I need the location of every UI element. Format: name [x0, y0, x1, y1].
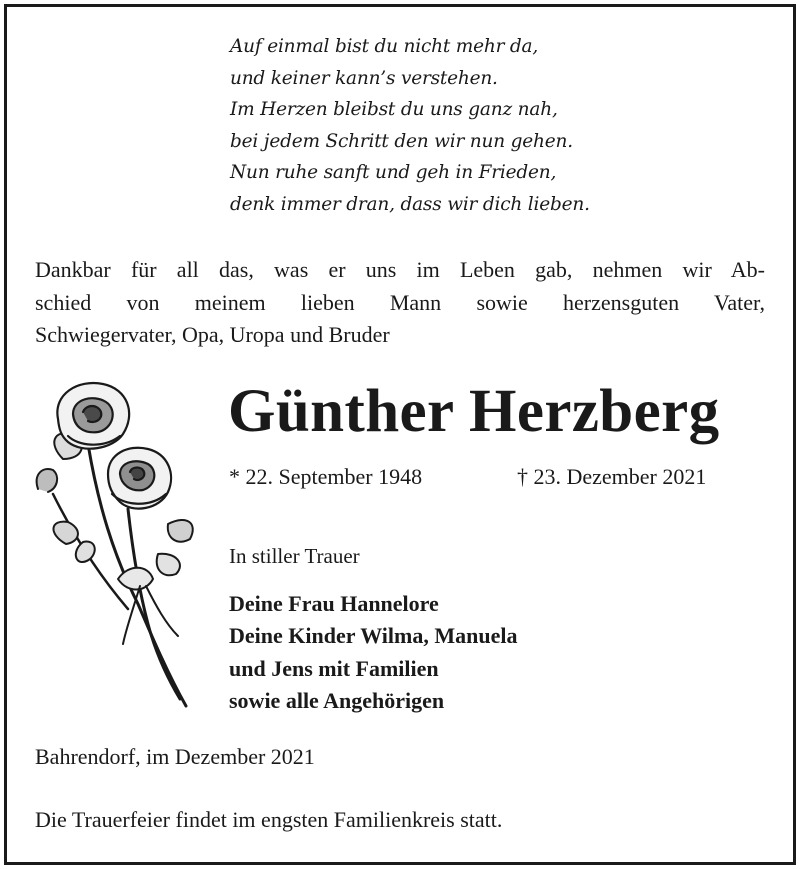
roses-illustration-icon [28, 374, 208, 714]
intro-line: schied von meinem lieben Mann sowie herzensguten Vater, [35, 289, 765, 315]
place-date: Bahrendorf, im Dezember 2021 [35, 744, 315, 769]
family-line: sowie alle Angehörigen [229, 687, 445, 713]
mourning-line: In stiller Trauer [229, 544, 360, 568]
poem-line: denk immer dran, dass wir dich lieben. [230, 193, 590, 215]
family-line: und Jens mit Familien [229, 655, 439, 681]
deceased-name: Günther Herzberg [228, 378, 720, 445]
poem [230, 31, 590, 220]
poem-line: Im Herzen bleibst du uns ganz nah, [230, 99, 558, 120]
family-line: Deine Frau Hannelore [229, 591, 439, 616]
intro-text [35, 254, 765, 352]
poem-line: Auf einmal bist du nicht mehr da, [230, 36, 539, 57]
poem-line: Nun ruhe sanft und geh in Frieden, [230, 162, 557, 183]
poem-line: und keiner kann’s verstehen. [230, 67, 498, 89]
family-list [229, 588, 517, 717]
intro-line: Schwiegervater, Opa, Uropa und Bruder [35, 322, 390, 347]
death-date: † 23. Dezember 2021 [517, 464, 707, 489]
poem-line: bei jedem Schritt den wir nun gehen. [230, 130, 573, 152]
funeral-note: Die Trauerfeier findet im engsten Familienkreis statt. [35, 807, 503, 832]
birth-date: * 22. September 1948 [229, 464, 423, 489]
intro-line: Dankbar für all das, was er uns im Leben gab, nehmen wir Ab- [35, 257, 765, 282]
family-line: Deine Kinder Wilma, Manuela [229, 623, 518, 649]
